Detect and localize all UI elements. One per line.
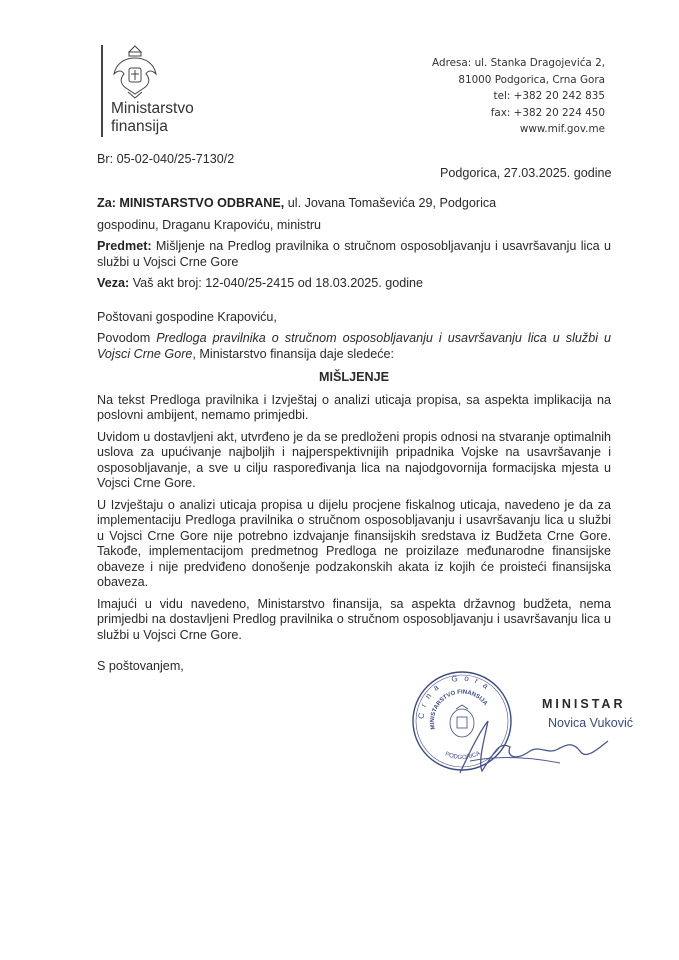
paragraph: Na tekst Predloga pravilnika i Izvještaj o analizi uticaja propisa, sa aspekta implikacija na poslovni ambijent, nemamo primjedbi. xyxy=(97,392,611,422)
address-line: Adresa: ul. Stanka Dragojevića 2, xyxy=(432,57,605,69)
letterhead-rule xyxy=(101,45,103,137)
stamp-outer-text: Crna Gora xyxy=(416,672,495,719)
ministry-address xyxy=(432,55,605,138)
recipient-person: gospodinu, Draganu Krapoviću, ministru xyxy=(97,217,322,232)
stamp-inner-text: MINISTARSTVO FINANSIJA xyxy=(429,689,489,730)
opinion-title: MIŠLJENJE xyxy=(319,370,389,384)
recipient-address: ul. Jovana Tomaševića 29, Podgorica xyxy=(284,196,497,210)
salutation: Poštovani gospodine Krapoviću, xyxy=(97,309,277,324)
intro-italic: Predloga pravilnika o stručnom osposobljavanju i usavršavanju lica u službi u Vojsci Crne Gore xyxy=(97,331,611,361)
reference-label: Veza: xyxy=(97,276,130,290)
paragraph: Uvidom u dostavljeni akt, utvrđeno je da se predloženi propis odnosi na stvaranje optimalnih uslova za upućivanje najboljih i najperspektivnijih pripadnika Vojske na usavršavanje i osposobljavanje, a sve u cilju raspoređivanja lica na najodgovornija formacijska mjesta u Vojsci Crne Gore. xyxy=(97,429,611,490)
subject-label: Predmet: xyxy=(97,239,152,253)
recipient-label: Za: xyxy=(97,196,116,210)
signatory-name: Novica Vuković xyxy=(548,715,633,730)
recipient xyxy=(97,196,611,212)
reference-text: Vaš akt broj: 12-040/25-2415 od 18.03.2025. godine xyxy=(129,276,424,290)
letter-body xyxy=(97,196,633,781)
stamp-city-text: PODGORICA xyxy=(444,750,482,761)
recipient-org: MINISTARSTVO ODBRANE, xyxy=(119,196,285,210)
address-city: 81000 Podgorica, Crna Gora xyxy=(458,73,605,86)
place-date: Podgorica, 27.03.2025. godine xyxy=(440,166,612,180)
paragraph: Imajući u vidu navedeno, Ministarstvo finansija, sa aspekta državnog budžeta, nema primjedbi na dostavljeni Predlog pravilnika o stručnom osposobljavanju i usavršavanju lica u službi u Vojsci Crne Gore. xyxy=(97,596,611,642)
address-website: www.mif.gov.me xyxy=(519,123,605,136)
intro xyxy=(97,331,611,362)
closing: S poštovanjem, xyxy=(97,659,184,673)
intro-before: Povodom xyxy=(97,331,157,345)
subject xyxy=(97,239,611,270)
signature-block xyxy=(97,669,633,781)
intro-after: , Ministarstvo finansija daje sledeće: xyxy=(192,346,395,361)
paragraph: U Izvještaju o analizi uticaja propisa u dijelu procjene fiskalnog uticaja, navedeno je da za implementaciju Predloga pravilnika o stručnom osposobljavanju i usavršavanju lica u službi u Vojsci Crne Gore nije potrebno izdvajanje finansijskih sredstava iz Budžeta Crne Gore. Takođe, implementacijom predmetnog Predloga ne proizilaze međunarodne finansijske obaveze i nije predviđeno donošenje podzakonskih akata iz kojih će proisteći finansijska obaveza. xyxy=(97,497,611,589)
ministry-name-line2: finansija xyxy=(111,118,168,135)
ministry-name-line1: Ministarstvo xyxy=(111,100,194,117)
signatory-title: MINISTAR xyxy=(542,696,626,711)
address-phone: tel: +382 20 242 835 xyxy=(493,90,605,103)
reference-number: Br: 05-02-040/25-7130/2 xyxy=(97,152,235,166)
coat-of-arms-icon xyxy=(110,44,160,100)
address-fax: fax: +382 20 224 450 xyxy=(490,106,605,119)
subject-text: Mišljenje na Predlog pravilnika o stručnom osposobljavanju i usavršavanju lica u službi u Vojsci Crne Gore xyxy=(97,239,611,269)
ministry-name xyxy=(111,100,194,136)
reference xyxy=(97,276,611,292)
